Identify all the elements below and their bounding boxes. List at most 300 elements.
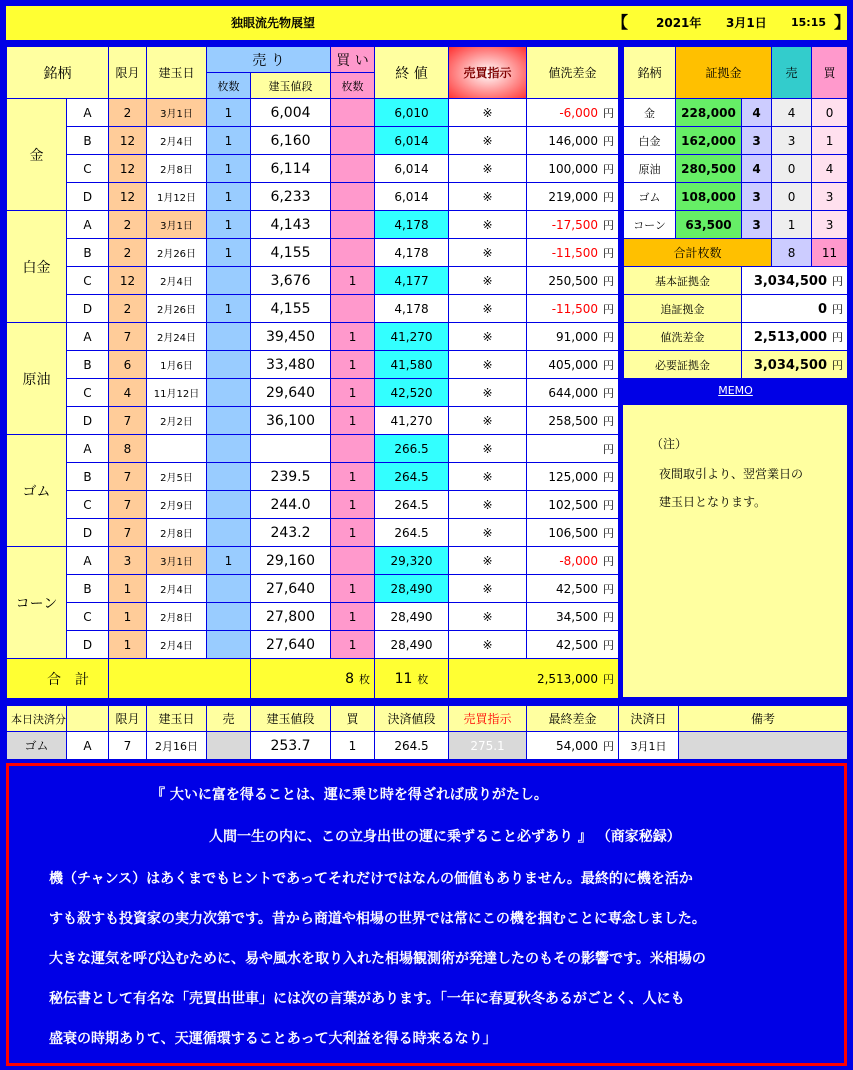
settle-header-settle-date: 決済日 bbox=[619, 706, 679, 732]
open-date: 2月9日 bbox=[147, 491, 207, 519]
open-price: 6,114 bbox=[251, 155, 331, 183]
open-date: 2月8日 bbox=[147, 603, 207, 631]
month: 1 bbox=[109, 603, 147, 631]
summary-value: 3,034,500 円 bbox=[742, 351, 848, 379]
brand-name: 白金 bbox=[7, 211, 67, 323]
grade: A bbox=[67, 547, 109, 575]
instruction: ※ bbox=[449, 519, 527, 547]
open-price: 243.2 bbox=[251, 519, 331, 547]
sell-qty bbox=[207, 323, 251, 351]
diff: 125,000 円 bbox=[527, 463, 619, 491]
margin-total-label: 合計枚数 bbox=[624, 239, 772, 267]
settle-settle-date: 3月1日 bbox=[619, 732, 679, 760]
date-year: 2021年 bbox=[656, 16, 702, 30]
sell-qty: 1 bbox=[207, 547, 251, 575]
memo-line-1: 夜間取引より、翌営業日の bbox=[659, 467, 804, 481]
position-row bbox=[7, 435, 619, 463]
settle-header-open-price: 建玉値段 bbox=[251, 706, 331, 732]
summary-row bbox=[624, 267, 848, 295]
instruction: ※ bbox=[449, 631, 527, 659]
sell-qty: 1 bbox=[207, 211, 251, 239]
open-date: 2月24日 bbox=[147, 323, 207, 351]
quote-line-6: 秘伝書として有名な「売買出世車」には次の言葉があります。「一年に春夏秋冬あるがごとく、人にも bbox=[49, 991, 685, 1007]
margin-row bbox=[624, 99, 848, 127]
position-row bbox=[7, 491, 619, 519]
open-price bbox=[251, 435, 331, 463]
position-row bbox=[7, 155, 619, 183]
instruction: ※ bbox=[449, 463, 527, 491]
position-row bbox=[7, 463, 619, 491]
grade: D bbox=[67, 295, 109, 323]
grade: C bbox=[67, 379, 109, 407]
close-price: 6,014 bbox=[375, 183, 449, 211]
buy-qty: 1 bbox=[331, 575, 375, 603]
position-row bbox=[7, 127, 619, 155]
diff: 91,000 円 bbox=[527, 323, 619, 351]
sell-qty bbox=[207, 435, 251, 463]
close-price: 4,177 bbox=[375, 267, 449, 295]
col-header-sell: 売 り bbox=[207, 47, 331, 73]
month: 7 bbox=[109, 491, 147, 519]
settle-header-open-date: 建玉日 bbox=[147, 706, 207, 732]
sell-qty: 1 bbox=[207, 127, 251, 155]
margin-buy: 1 bbox=[812, 127, 848, 155]
diff: 106,500 円 bbox=[527, 519, 619, 547]
open-date: 2月26日 bbox=[147, 295, 207, 323]
open-price: 36,100 bbox=[251, 407, 331, 435]
margin-sell: 0 bbox=[772, 183, 812, 211]
col-header-close: 終 値 bbox=[375, 47, 449, 99]
quote-line-3: 機（チャンス）はあくまでもヒントであってそれだけではなんの価値もありません。最終的に機を活か bbox=[49, 871, 693, 887]
position-row bbox=[7, 323, 619, 351]
open-price: 6,160 bbox=[251, 127, 331, 155]
month: 1 bbox=[109, 631, 147, 659]
margin-total-buy: 11 bbox=[812, 239, 848, 267]
month: 2 bbox=[109, 239, 147, 267]
margin-table bbox=[623, 46, 848, 401]
settle-brand: ゴム bbox=[7, 732, 67, 760]
total-sell: 8 枚 bbox=[251, 659, 375, 699]
settle-header-today: 本日決済分 bbox=[7, 706, 67, 732]
position-row bbox=[7, 547, 619, 575]
total-buy: 11 枚 bbox=[375, 659, 449, 699]
close-price: 6,014 bbox=[375, 127, 449, 155]
settle-header-sell: 売 bbox=[207, 706, 251, 732]
quote-line-4: すも殺すも投資家の実力次第です。昔から商道や相場の世界では常にこの機を掴むことに専念しました。 bbox=[49, 911, 706, 927]
buy-qty: 1 bbox=[331, 323, 375, 351]
instruction: ※ bbox=[449, 295, 527, 323]
open-price: 4,143 bbox=[251, 211, 331, 239]
instruction: ※ bbox=[449, 239, 527, 267]
diff: 100,000 円 bbox=[527, 155, 619, 183]
open-price: 6,233 bbox=[251, 183, 331, 211]
position-row bbox=[7, 351, 619, 379]
open-date: 2月4日 bbox=[147, 267, 207, 295]
quote-line-5: 大きな運気を呼び込むために、易や風水を取り入れた相場観測術が発達したのもその影響です。米相場の bbox=[49, 951, 706, 967]
sell-qty bbox=[207, 603, 251, 631]
col-header-buy: 買 い bbox=[331, 47, 375, 73]
instruction: ※ bbox=[449, 603, 527, 631]
close-price: 4,178 bbox=[375, 239, 449, 267]
margin-sell: 3 bbox=[772, 127, 812, 155]
open-price: 29,640 bbox=[251, 379, 331, 407]
memo-note-label: （注） bbox=[651, 437, 688, 451]
margin-sell: 0 bbox=[772, 155, 812, 183]
instruction: ※ bbox=[449, 351, 527, 379]
summary-row bbox=[624, 351, 848, 379]
memo-link[interactable]: MEMO bbox=[718, 383, 753, 397]
buy-qty bbox=[331, 435, 375, 463]
open-date: 3月1日 bbox=[147, 547, 207, 575]
settle-final-diff: 54,000 円 bbox=[527, 732, 619, 760]
close-price: 264.5 bbox=[375, 491, 449, 519]
margin-qty: 4 bbox=[742, 99, 772, 127]
quote-line-1: 『 大いに富を得ることは、運に乗じ時を得ざれば成りがたし。 bbox=[151, 787, 548, 803]
open-price: 4,155 bbox=[251, 295, 331, 323]
buy-qty bbox=[331, 239, 375, 267]
positions-table bbox=[6, 46, 619, 699]
margin-header-buy: 買 bbox=[812, 47, 848, 99]
close-price: 41,270 bbox=[375, 323, 449, 351]
summary-label: 基本証拠金 bbox=[624, 267, 742, 295]
open-price: 6,004 bbox=[251, 99, 331, 127]
grade: D bbox=[67, 407, 109, 435]
open-price: 244.0 bbox=[251, 491, 331, 519]
margin-qty: 3 bbox=[742, 183, 772, 211]
position-row bbox=[7, 267, 619, 295]
instruction: ※ bbox=[449, 323, 527, 351]
position-row bbox=[7, 211, 619, 239]
title-bar bbox=[6, 6, 851, 40]
sell-qty: 1 bbox=[207, 239, 251, 267]
grade: A bbox=[67, 323, 109, 351]
brand-name: 原油 bbox=[7, 323, 67, 435]
open-price: 27,640 bbox=[251, 575, 331, 603]
margin-amount: 280,500 bbox=[676, 155, 742, 183]
diff: 34,500 円 bbox=[527, 603, 619, 631]
open-date: 2月4日 bbox=[147, 631, 207, 659]
diff: 644,000 円 bbox=[527, 379, 619, 407]
sell-qty: 1 bbox=[207, 155, 251, 183]
instruction: ※ bbox=[449, 407, 527, 435]
margin-qty: 3 bbox=[742, 211, 772, 239]
open-price: 27,640 bbox=[251, 631, 331, 659]
diff: -11,500 円 bbox=[527, 295, 619, 323]
instruction: ※ bbox=[449, 211, 527, 239]
buy-qty bbox=[331, 155, 375, 183]
buy-qty bbox=[331, 99, 375, 127]
buy-qty: 1 bbox=[331, 631, 375, 659]
month: 2 bbox=[109, 211, 147, 239]
margin-header-sell: 売 bbox=[772, 47, 812, 99]
margin-amount: 228,000 bbox=[676, 99, 742, 127]
diff: 円 bbox=[527, 435, 619, 463]
sell-qty bbox=[207, 379, 251, 407]
margin-brand: 白金 bbox=[624, 127, 676, 155]
settle-header-final-diff: 最終差金 bbox=[527, 706, 619, 732]
month: 12 bbox=[109, 183, 147, 211]
diff: 258,500 円 bbox=[527, 407, 619, 435]
col-header-open-date: 建玉日 bbox=[147, 47, 207, 99]
buy-qty: 1 bbox=[331, 519, 375, 547]
col-header-sell-qty: 枚数 bbox=[207, 73, 251, 99]
settle-buy: 1 bbox=[331, 732, 375, 760]
diff: -17,500 円 bbox=[527, 211, 619, 239]
diff: 219,000 円 bbox=[527, 183, 619, 211]
grade: B bbox=[67, 239, 109, 267]
open-price: 239.5 bbox=[251, 463, 331, 491]
open-price: 29,160 bbox=[251, 547, 331, 575]
open-date: 2月4日 bbox=[147, 575, 207, 603]
position-row bbox=[7, 407, 619, 435]
brand-name: 金 bbox=[7, 99, 67, 211]
diff: -8,000 円 bbox=[527, 547, 619, 575]
grade: C bbox=[67, 267, 109, 295]
close-price: 28,490 bbox=[375, 631, 449, 659]
grade: A bbox=[67, 99, 109, 127]
memo-panel bbox=[623, 405, 847, 697]
sell-qty bbox=[207, 575, 251, 603]
buy-qty bbox=[331, 295, 375, 323]
margin-brand: コーン bbox=[624, 211, 676, 239]
sell-qty bbox=[207, 267, 251, 295]
margin-row bbox=[624, 211, 848, 239]
diff: -11,500 円 bbox=[527, 239, 619, 267]
month: 2 bbox=[109, 295, 147, 323]
margin-brand: 原油 bbox=[624, 155, 676, 183]
buy-qty: 1 bbox=[331, 351, 375, 379]
grade: B bbox=[67, 575, 109, 603]
summary-label: 値洗差金 bbox=[624, 323, 742, 351]
buy-qty: 1 bbox=[331, 267, 375, 295]
position-row bbox=[7, 99, 619, 127]
sell-qty bbox=[207, 631, 251, 659]
month: 2 bbox=[109, 99, 147, 127]
settle-header-buy: 買 bbox=[331, 706, 375, 732]
margin-header-brand: 銘柄 bbox=[624, 47, 676, 99]
instruction: ※ bbox=[449, 379, 527, 407]
close-price: 28,490 bbox=[375, 575, 449, 603]
margin-header-deposit: 証拠金 bbox=[676, 47, 772, 99]
grade: D bbox=[67, 519, 109, 547]
close-price: 4,178 bbox=[375, 295, 449, 323]
open-date: 3月1日 bbox=[147, 211, 207, 239]
margin-row bbox=[624, 183, 848, 211]
open-date: 2月2日 bbox=[147, 407, 207, 435]
diff: 250,500 円 bbox=[527, 267, 619, 295]
grade: B bbox=[67, 463, 109, 491]
diff: 42,500 円 bbox=[527, 631, 619, 659]
margin-buy: 3 bbox=[812, 211, 848, 239]
settle-settle-price: 264.5 bbox=[375, 732, 449, 760]
grade: A bbox=[67, 435, 109, 463]
margin-buy: 0 bbox=[812, 99, 848, 127]
col-header-brand: 銘柄 bbox=[7, 47, 109, 99]
month: 12 bbox=[109, 267, 147, 295]
settle-header-instruction: 売買指示 bbox=[449, 706, 527, 732]
month: 1 bbox=[109, 575, 147, 603]
open-date: 1月12日 bbox=[147, 183, 207, 211]
quote-panel bbox=[6, 763, 847, 1066]
settle-header-month: 限月 bbox=[109, 706, 147, 732]
brand-name: コーン bbox=[7, 547, 67, 659]
sell-qty bbox=[207, 519, 251, 547]
instruction: ※ bbox=[449, 491, 527, 519]
diff: 102,500 円 bbox=[527, 491, 619, 519]
margin-sell: 1 bbox=[772, 211, 812, 239]
close-price: 42,520 bbox=[375, 379, 449, 407]
grade: C bbox=[67, 155, 109, 183]
summary-label: 追証拠金 bbox=[624, 295, 742, 323]
grade: A bbox=[67, 211, 109, 239]
margin-buy: 3 bbox=[812, 183, 848, 211]
margin-amount: 63,500 bbox=[676, 211, 742, 239]
close-price: 264.5 bbox=[375, 519, 449, 547]
total-diff: 2,513,000 円 bbox=[449, 659, 619, 699]
sell-qty bbox=[207, 491, 251, 519]
close-price: 41,580 bbox=[375, 351, 449, 379]
grade: B bbox=[67, 351, 109, 379]
open-date: 2月8日 bbox=[147, 155, 207, 183]
sell-qty: 1 bbox=[207, 99, 251, 127]
open-date: 1月6日 bbox=[147, 351, 207, 379]
margin-sell: 4 bbox=[772, 99, 812, 127]
sell-qty: 1 bbox=[207, 183, 251, 211]
buy-qty: 1 bbox=[331, 379, 375, 407]
month: 7 bbox=[109, 463, 147, 491]
position-row bbox=[7, 183, 619, 211]
close-price: 6,014 bbox=[375, 155, 449, 183]
settle-grade: A bbox=[67, 732, 109, 760]
diff: 42,500 円 bbox=[527, 575, 619, 603]
col-header-diff: 値洗差金 bbox=[527, 47, 619, 99]
open-date: 2月8日 bbox=[147, 519, 207, 547]
margin-brand: ゴム bbox=[624, 183, 676, 211]
total-label: 合 計 bbox=[7, 659, 109, 699]
month: 7 bbox=[109, 407, 147, 435]
margin-brand: 金 bbox=[624, 99, 676, 127]
position-row bbox=[7, 519, 619, 547]
col-header-month: 限月 bbox=[109, 47, 147, 99]
buy-qty bbox=[331, 127, 375, 155]
buy-qty bbox=[331, 547, 375, 575]
position-row bbox=[7, 603, 619, 631]
brand-name: ゴム bbox=[7, 435, 67, 547]
close-price: 29,320 bbox=[375, 547, 449, 575]
settle-remarks bbox=[679, 732, 848, 760]
sell-qty bbox=[207, 351, 251, 379]
open-date bbox=[147, 435, 207, 463]
instruction: ※ bbox=[449, 435, 527, 463]
instruction: ※ bbox=[449, 155, 527, 183]
open-price: 39,450 bbox=[251, 323, 331, 351]
buy-qty: 1 bbox=[331, 603, 375, 631]
position-row bbox=[7, 239, 619, 267]
close-price: 264.5 bbox=[375, 463, 449, 491]
month: 7 bbox=[109, 519, 147, 547]
time: 15:15 bbox=[791, 16, 827, 29]
open-price: 4,155 bbox=[251, 239, 331, 267]
quote-line-7: 盛衰の時期ありて、天運循環することあって大利益を得る時来るなり」 bbox=[49, 1031, 497, 1047]
month: 8 bbox=[109, 435, 147, 463]
settle-open-price: 253.7 bbox=[251, 732, 331, 760]
settle-month: 7 bbox=[109, 732, 147, 760]
grade: C bbox=[67, 603, 109, 631]
buy-qty: 1 bbox=[331, 491, 375, 519]
instruction: ※ bbox=[449, 183, 527, 211]
margin-qty: 4 bbox=[742, 155, 772, 183]
instruction: ※ bbox=[449, 127, 527, 155]
open-price: 27,800 bbox=[251, 603, 331, 631]
col-header-open-price: 建玉値段 bbox=[251, 73, 331, 99]
quote-line-2: 人間一生の内に、この立身出世の運に乗ずること必ずあり 』 （商家秘録） bbox=[209, 829, 681, 845]
page-title: 独眼流先物展望 bbox=[231, 16, 316, 30]
month: 7 bbox=[109, 323, 147, 351]
open-price: 3,676 bbox=[251, 267, 331, 295]
open-date: 3月1日 bbox=[147, 99, 207, 127]
position-row bbox=[7, 575, 619, 603]
bracket-open: 【 bbox=[612, 13, 629, 32]
open-date: 2月5日 bbox=[147, 463, 207, 491]
position-row bbox=[7, 631, 619, 659]
grade: D bbox=[67, 631, 109, 659]
close-price: 41,270 bbox=[375, 407, 449, 435]
position-row bbox=[7, 295, 619, 323]
month: 6 bbox=[109, 351, 147, 379]
bracket-close: 】 bbox=[834, 13, 851, 32]
summary-value: 0 円 bbox=[742, 295, 848, 323]
summary-row bbox=[624, 295, 848, 323]
summary-row bbox=[624, 323, 848, 351]
open-date: 2月26日 bbox=[147, 239, 207, 267]
sell-qty bbox=[207, 463, 251, 491]
diff: 405,000 円 bbox=[527, 351, 619, 379]
grade: D bbox=[67, 183, 109, 211]
month: 12 bbox=[109, 127, 147, 155]
col-header-buy-qty: 枚数 bbox=[331, 73, 375, 99]
margin-total-sell: 8 bbox=[772, 239, 812, 267]
settlement-table bbox=[6, 705, 848, 760]
diff: 146,000 円 bbox=[527, 127, 619, 155]
instruction: ※ bbox=[449, 99, 527, 127]
summary-label: 必要証拠金 bbox=[624, 351, 742, 379]
instruction: ※ bbox=[449, 267, 527, 295]
grade: B bbox=[67, 127, 109, 155]
margin-row bbox=[624, 127, 848, 155]
margin-qty: 3 bbox=[742, 127, 772, 155]
instruction: ※ bbox=[449, 575, 527, 603]
settle-open-date: 2月16日 bbox=[147, 732, 207, 760]
open-date: 11月12日 bbox=[147, 379, 207, 407]
summary-value: 2,513,000 円 bbox=[742, 323, 848, 351]
date-day: 3月1日 bbox=[726, 16, 767, 30]
open-price: 33,480 bbox=[251, 351, 331, 379]
close-price: 4,178 bbox=[375, 211, 449, 239]
close-price: 6,010 bbox=[375, 99, 449, 127]
buy-qty bbox=[331, 211, 375, 239]
margin-amount: 108,000 bbox=[676, 183, 742, 211]
margin-buy: 4 bbox=[812, 155, 848, 183]
month: 12 bbox=[109, 155, 147, 183]
diff: -6,000 円 bbox=[527, 99, 619, 127]
col-header-instruction: 売買指示 bbox=[449, 47, 527, 99]
buy-qty: 1 bbox=[331, 463, 375, 491]
settle-header-settle-price: 決済値段 bbox=[375, 706, 449, 732]
settle-instruction: 275.1 bbox=[449, 732, 527, 760]
sell-qty: 1 bbox=[207, 295, 251, 323]
sell-qty bbox=[207, 407, 251, 435]
margin-row bbox=[624, 155, 848, 183]
